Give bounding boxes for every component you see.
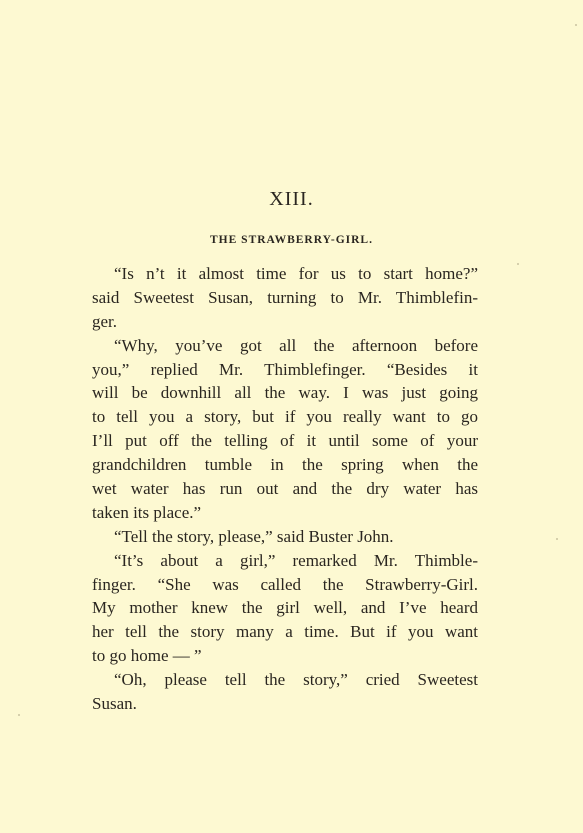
body-text	[92, 262, 478, 716]
text-line: My mother knew the girl well, and I’ve heard	[92, 598, 478, 618]
text-line: “Why, you’ve got all the afternoon before	[114, 335, 478, 355]
paper-speck	[575, 24, 577, 26]
text-line: you,” replied Mr. Thimblefinger. “Besides it	[92, 359, 478, 379]
text-line: taken its place.”	[92, 502, 202, 522]
text-line: said Sweetest Susan, turning to Mr. Thimblefin-	[92, 287, 478, 307]
text-line: wet water has run out and the dry water has	[92, 479, 478, 499]
text-line: I’ll put off the telling of it until some of your	[92, 431, 478, 451]
paper-speck	[18, 714, 20, 716]
text-line: “Oh, please tell the story,” cried Sweetest	[114, 670, 478, 690]
text-line: to go home — ”	[92, 646, 202, 666]
chapter-number: XIII.	[269, 188, 314, 210]
text-line: to tell you a story, but if you really want to go	[92, 407, 478, 427]
text-line: ger.	[92, 311, 118, 331]
text-line: her tell the story many a time. But if you want	[92, 622, 478, 642]
paper-speck	[517, 263, 519, 265]
chapter-title: THE STRAWBERRY-GIRL.	[210, 234, 373, 246]
text-line: “Tell the story, please,” said Buster John.	[114, 526, 394, 546]
text-line: grandchildren tumble in the spring when the	[92, 455, 478, 475]
text-line: Susan.	[92, 694, 137, 714]
text-line: “Is n’t it almost time for us to start home?”	[114, 264, 478, 283]
text-line: finger. “She was called the Strawberry-Girl.	[92, 574, 478, 594]
paper-speck	[556, 538, 558, 540]
text-line: “It’s about a girl,” remarked Mr. Thimble-	[114, 550, 478, 570]
text-line: will be downhill all the way. I was just going	[92, 383, 478, 403]
